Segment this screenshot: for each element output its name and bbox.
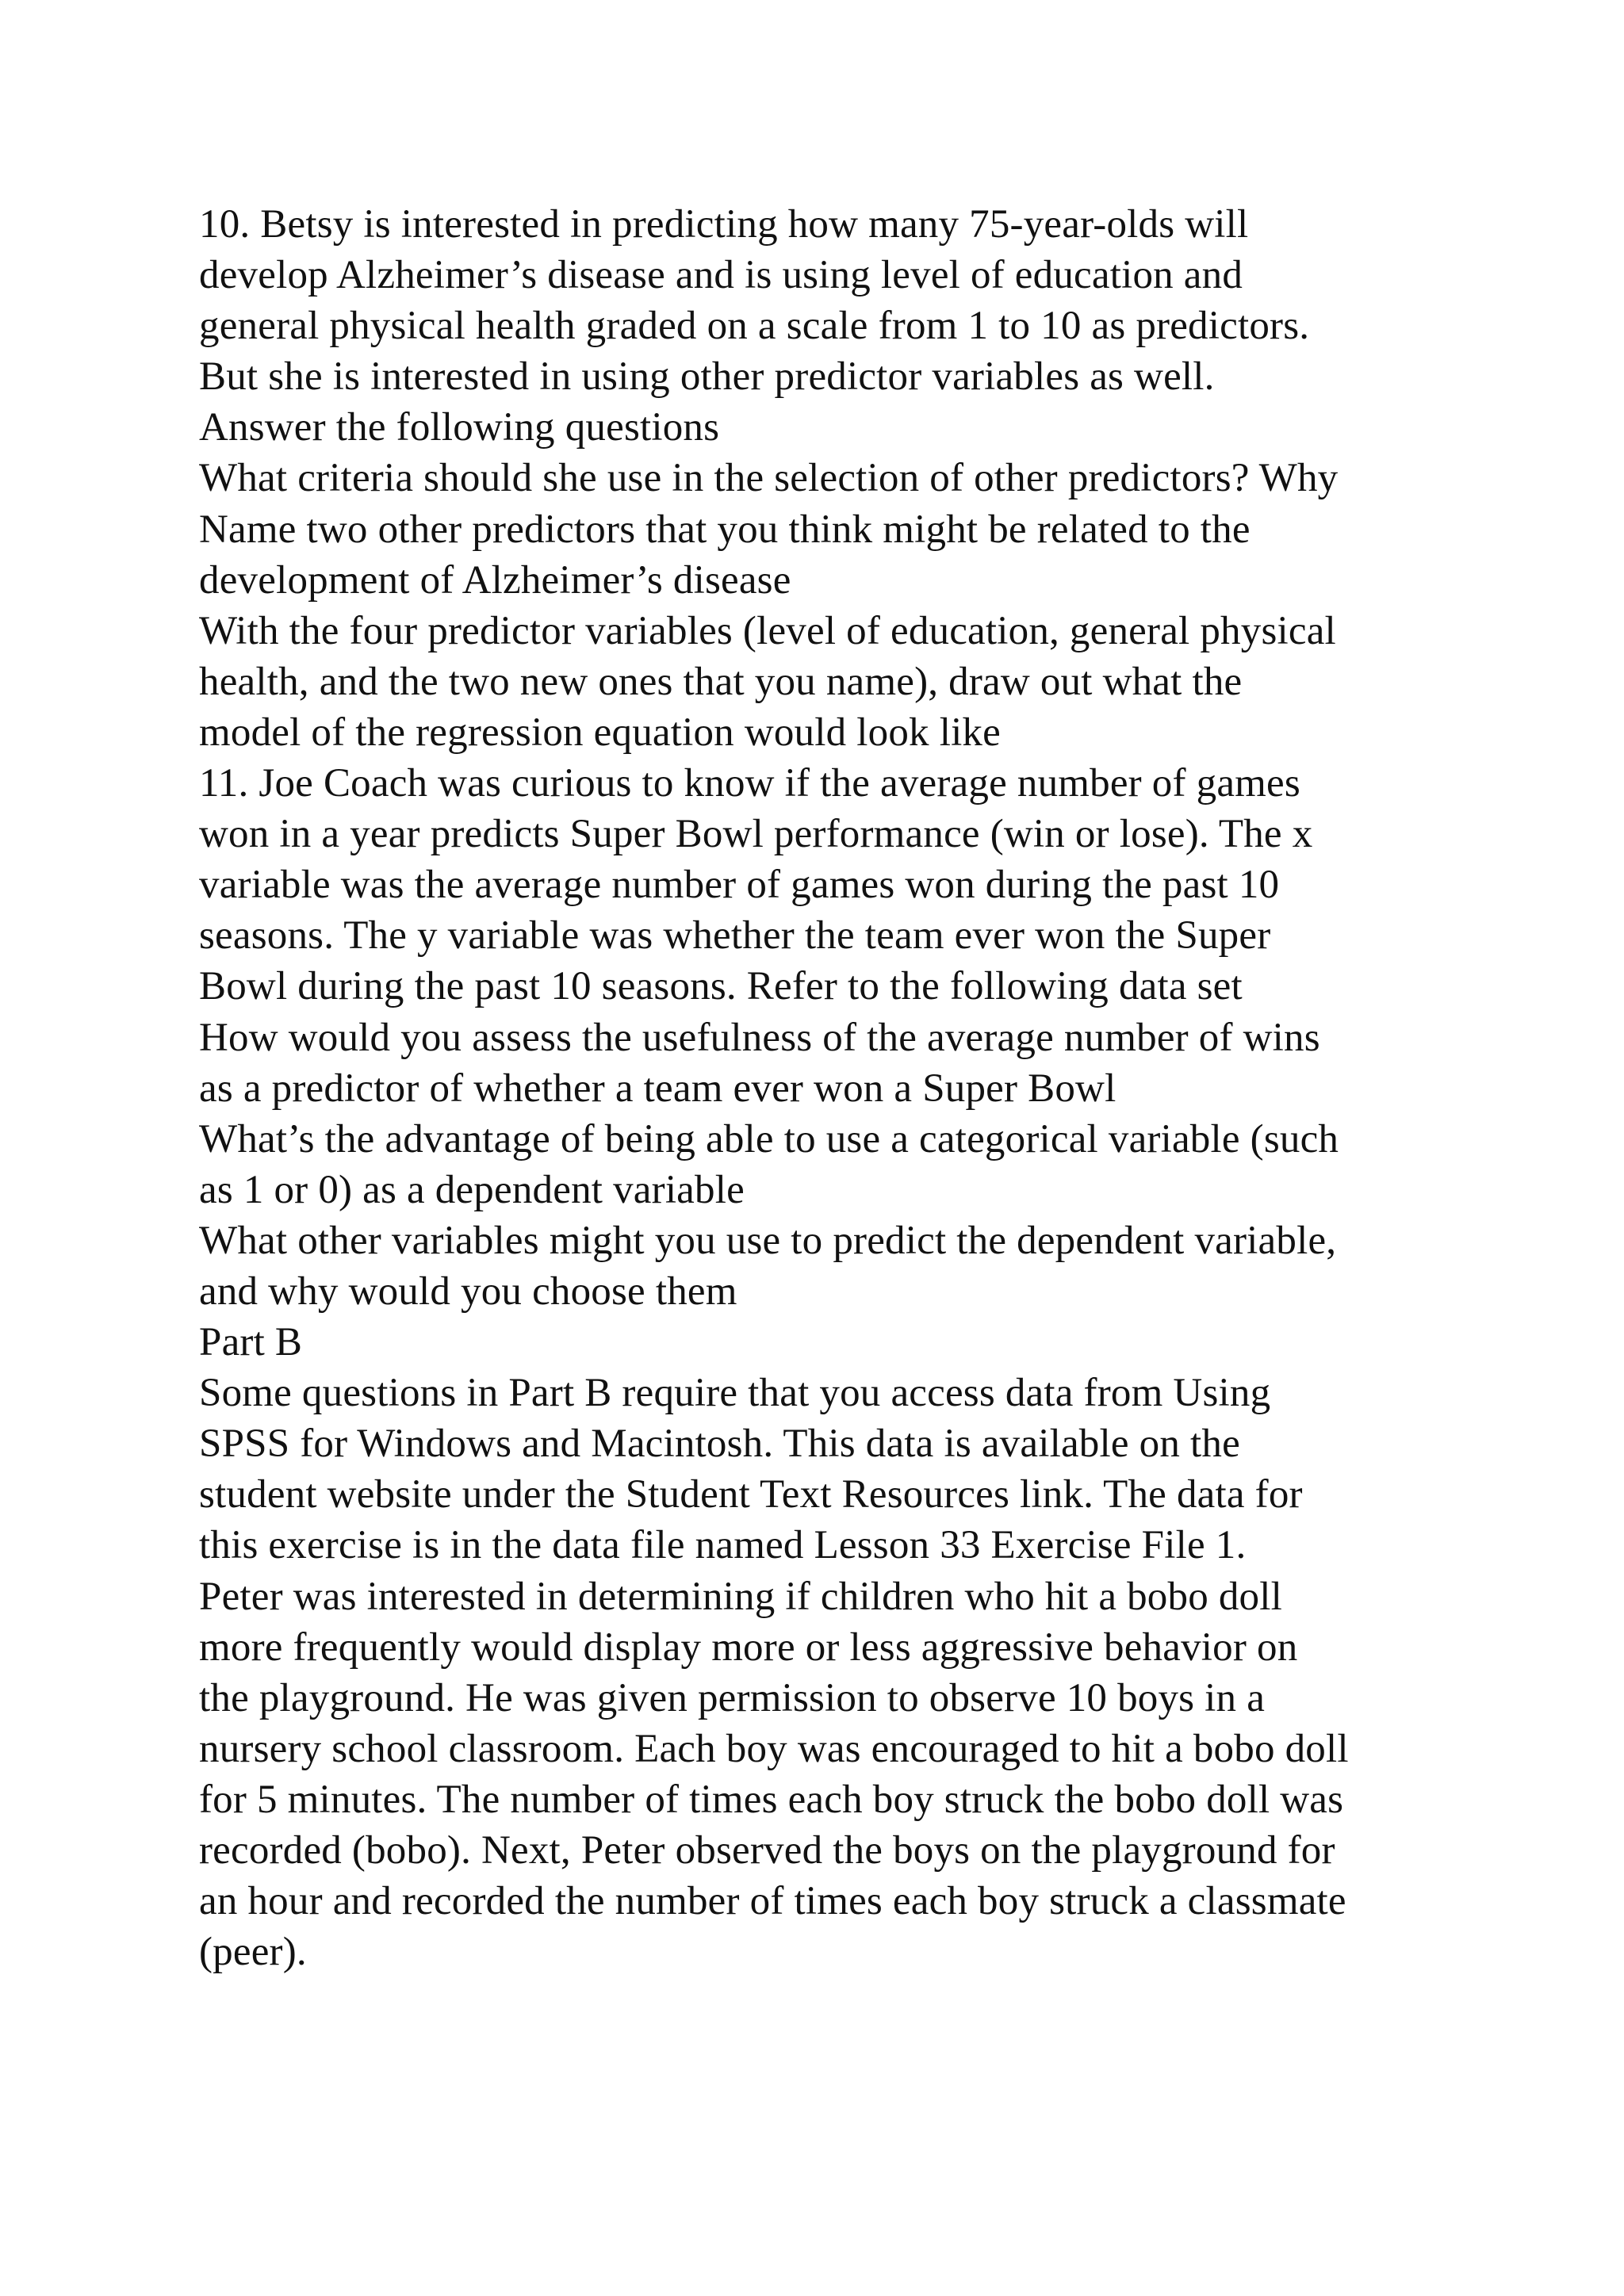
text-line: Some questions in Part B require that you access data from Using [199,1371,1271,1416]
text-line: and why would you choose them [199,1269,737,1314]
text-line: this exercise is in the data file named Lesson 33 Exercise File 1. [199,1523,1247,1568]
text-line: With the four predictor variables (level of education, general physical [199,608,1336,653]
text-line: develop Alzheimer’s disease and is using level of education and [199,253,1243,298]
text-line: But she is interested in using other predictor variables as well. [199,354,1215,400]
text-line: What other variables might you use to predict the dependent variable, [199,1218,1337,1263]
text-line: 11. Joe Coach was curious to know if the average number of games [199,761,1300,806]
text-line: development of Alzheimer’s disease [199,557,791,603]
text-line: How would you assess the usefulness of the average number of wins [199,1015,1320,1060]
section-heading: Part B [199,1320,303,1365]
text-line: as 1 or 0) as a dependent variable [199,1167,745,1212]
text-line: What criteria should she use in the selection of other predictors? Why [199,456,1339,501]
text-line: model of the regression equation would look like [199,710,1001,755]
text-line: health, and the two new ones that you name), draw out what the [199,659,1243,704]
text-line: recorded (bobo). Next, Peter observed the boys on the playground for [199,1828,1335,1873]
text-line: for 5 minutes. The number of times each boy struck the bobo doll was [199,1777,1344,1822]
text-line: student website under the Student Text Resources link. The data for [199,1472,1303,1517]
text-line: Peter was interested in determining if children who hit a bobo doll [199,1574,1282,1619]
text-line: (peer). [199,1930,307,1975]
text-line: an hour and recorded the number of times each boy struck a classmate [199,1879,1346,1924]
text-line: Bowl during the past 10 seasons. Refer to the following data set [199,964,1243,1009]
text-line: nursery school classroom. Each boy was encouraged to hit a bobo doll [199,1726,1349,1771]
text-line: Answer the following questions [199,405,720,450]
text-line: more frequently would display more or less aggressive behavior on [199,1624,1298,1670]
text-line: as a predictor of whether a team ever won a Super Bowl [199,1066,1116,1111]
text-line: 10. Betsy is interested in predicting how many 75-year-olds will [199,202,1249,247]
text-line: seasons. The y variable was whether the team ever won the Super [199,913,1271,959]
text-line: What’s the advantage of being able to use a categorical variable (such [199,1116,1339,1161]
text-line: the playground. He was given permission to observe 10 boys in a [199,1675,1266,1720]
text-line: Name two other predictors that you think might be related to the [199,507,1251,552]
text-line: SPSS for Windows and Macintosh. This data is available on the [199,1422,1240,1467]
text-line: general physical health graded on a scale from 1 to 10 as predictors. [199,304,1310,349]
text-line: variable was the average number of games won during the past 10 [199,863,1280,908]
text-line: won in a year predicts Super Bowl performance (win or lose). The x [199,812,1313,857]
document-body [199,199,1452,1977]
